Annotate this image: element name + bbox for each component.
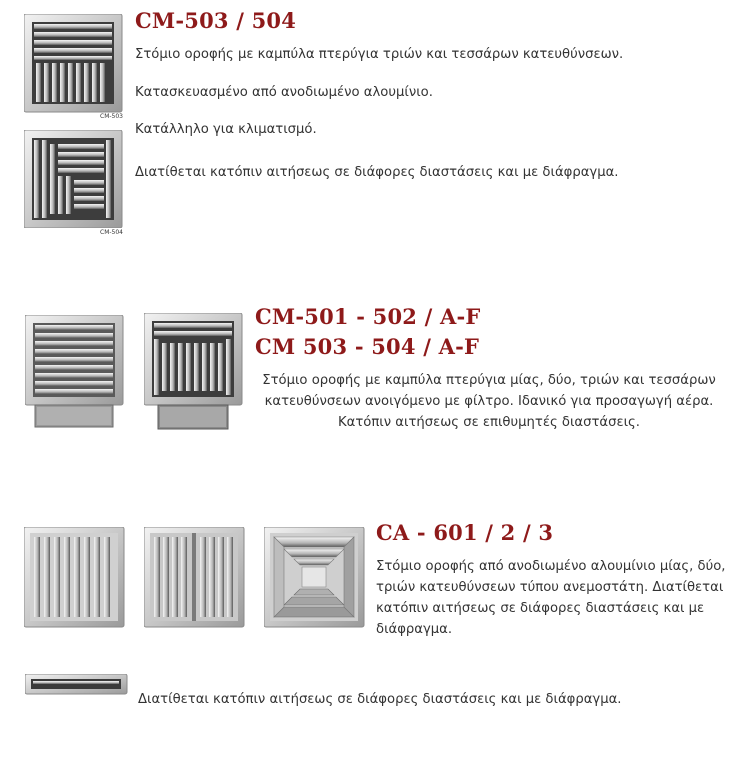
- section2-paragraph: Στόμιο οροφής με καμπύλα πτερύγια μίας, δύο, τριών και τεσσάρων κατευθύνσεων ανοιγόμενο με φίλτρο. Ιδανικό για προσαγωγή αέρα. Κατόπιν αιτήσεως σε επιθυμητές διαστάσεις.: [262, 373, 716, 430]
- section3-title: CA - 601 / 2 / 3: [376, 520, 554, 545]
- cm-503-image: [24, 14, 124, 120]
- cm-504-image: [24, 130, 124, 228]
- section3-paragraph: Στόμιο οροφής από ανοδιωμένο αλουμίνιο μίας, δύο, τριών κατευθύνσεων τύπου ανεμοστάτη. Διατίθεται κατόπιν αιτήσεως σε διάφορες διαστάσεις και με διάφραγμα.: [376, 559, 726, 637]
- section4-paragraph: Διατίθεται κατόπιν αιτήσεως σε διάφορες διαστάσεις και με διάφραγμα.: [138, 692, 622, 707]
- ca-602-image: [144, 527, 246, 629]
- linear-grille-image: [25, 674, 129, 696]
- ca-601-image: [24, 527, 126, 629]
- cm-501-af-image: [25, 315, 125, 429]
- section1-line-3: Κατάλληλο για κλιματισμό.: [135, 122, 317, 137]
- section2-title-line-1: CM-501 - 502 / A-F: [255, 304, 481, 329]
- section1-line-4: Διατίθεται κατόπιν αιτήσεως σε διάφορες διαστάσεις και με διάφραγμα.: [135, 165, 619, 180]
- ca-603-image: [264, 527, 366, 629]
- cm-503-caption: CM-503: [100, 113, 123, 120]
- cm-503-af-image: [144, 313, 244, 431]
- cm-504-caption: CM-504: [100, 229, 123, 236]
- section1-title: CM-503 / 504: [135, 8, 297, 33]
- section1-line-1: Στόμιο οροφής με καμπύλα πτερύγια τριών και τεσσάρων κατευθύνσεων.: [135, 47, 624, 62]
- section2-title-line-2: CM 503 - 504 / A-F: [255, 334, 480, 359]
- section1-line-2: Κατασκευασμένο από ανοδιωμένο αλουμίνιο.: [135, 85, 433, 100]
